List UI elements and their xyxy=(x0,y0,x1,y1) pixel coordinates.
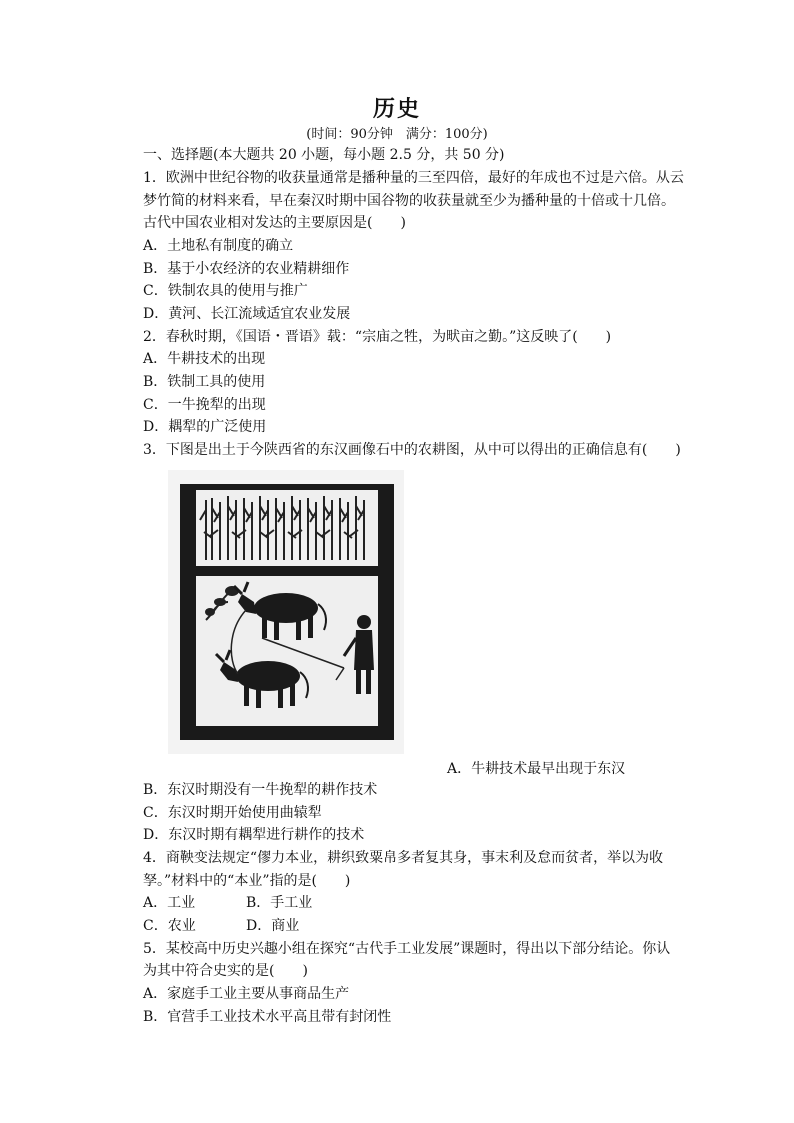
page-title: 历史 xyxy=(372,97,421,122)
question-4-option-a: A．工业 xyxy=(143,895,196,911)
farming-stone-relief-icon xyxy=(168,470,404,754)
question-1-text: 古代中国农业相对发达的主要原因是( ) xyxy=(143,215,406,231)
question-1-option-a: A．土地私有制度的确立 xyxy=(143,238,294,254)
question-2-option-b: B．铁制工具的使用 xyxy=(143,374,266,390)
question-4-option-d: D．商业 xyxy=(246,918,300,934)
question-4-text: 孥。”材料中的“本业”指的是( ) xyxy=(143,873,351,889)
question-5-text: 5．某校高中历史兴趣小组在探究“古代手工业发展”课题时，得出以下部分结论。你认 xyxy=(143,941,671,957)
question-2-text: 2．春秋时期，《国语・晋语》载：“宗庙之牲，为畎亩之勤。”这反映了( ) xyxy=(143,329,612,345)
question-5-option-b: B．官营手工业技术水平高且带有封闭性 xyxy=(143,1009,392,1025)
question-5-option-a: A．家庭手工业主要从事商品生产 xyxy=(143,986,350,1002)
question-5-text: 为其中符合史实的是( ) xyxy=(143,963,308,979)
section-heading: 一、选择题(本大题共 20 小题，每小题 2.5 分，共 50 分) xyxy=(143,147,505,163)
question-3-option-a: A．牛耕技术最早出现于东汉 xyxy=(447,761,626,777)
farming-relief-image xyxy=(168,470,404,754)
question-4-option-c: C．农业 xyxy=(143,918,196,934)
question-1-text: 1．欧洲中世纪谷物的收获量通常是播种量的三至四倍，最好的年成也不过是六倍。从云 xyxy=(143,170,684,186)
question-2-option-a: A．牛耕技术的出现 xyxy=(143,351,266,367)
question-4-option-b: B．手工业 xyxy=(246,895,313,911)
question-1-option-b: B．基于小农经济的农业精耕细作 xyxy=(143,261,350,277)
question-3-option-c: C．东汉时期开始使用曲辕犁 xyxy=(143,805,322,821)
question-1-option-c: C．铁制农具的使用与推广 xyxy=(143,283,308,299)
question-1-option-d: D．黄河、长江流域适宜农业发展 xyxy=(143,306,351,322)
question-2-option-d: D．耦犁的广泛使用 xyxy=(143,419,267,435)
question-2-option-c: C．一牛挽犁的出现 xyxy=(143,397,266,413)
question-4-text: 4．商鞅变法规定“僇力本业，耕织致粟帛多者复其身，事末利及怠而贫者，举以为收 xyxy=(143,850,664,866)
exam-info: (时间：90分钟 满分：100分) xyxy=(306,127,488,142)
question-3-option-b: B．东汉时期没有一牛挽犁的耕作技术 xyxy=(143,782,378,798)
question-3-option-d: D．东汉时期有耦犁进行耕作的技术 xyxy=(143,827,365,843)
question-1-text: 梦竹简的材料来看，早在秦汉时期中国谷物的收获量就至少为播种量的十倍或十几倍。 xyxy=(143,193,675,209)
question-3-text: 3．下图是出土于今陕西省的东汉画像石中的农耕图，从中可以得出的正确信息有( ) xyxy=(143,442,681,458)
